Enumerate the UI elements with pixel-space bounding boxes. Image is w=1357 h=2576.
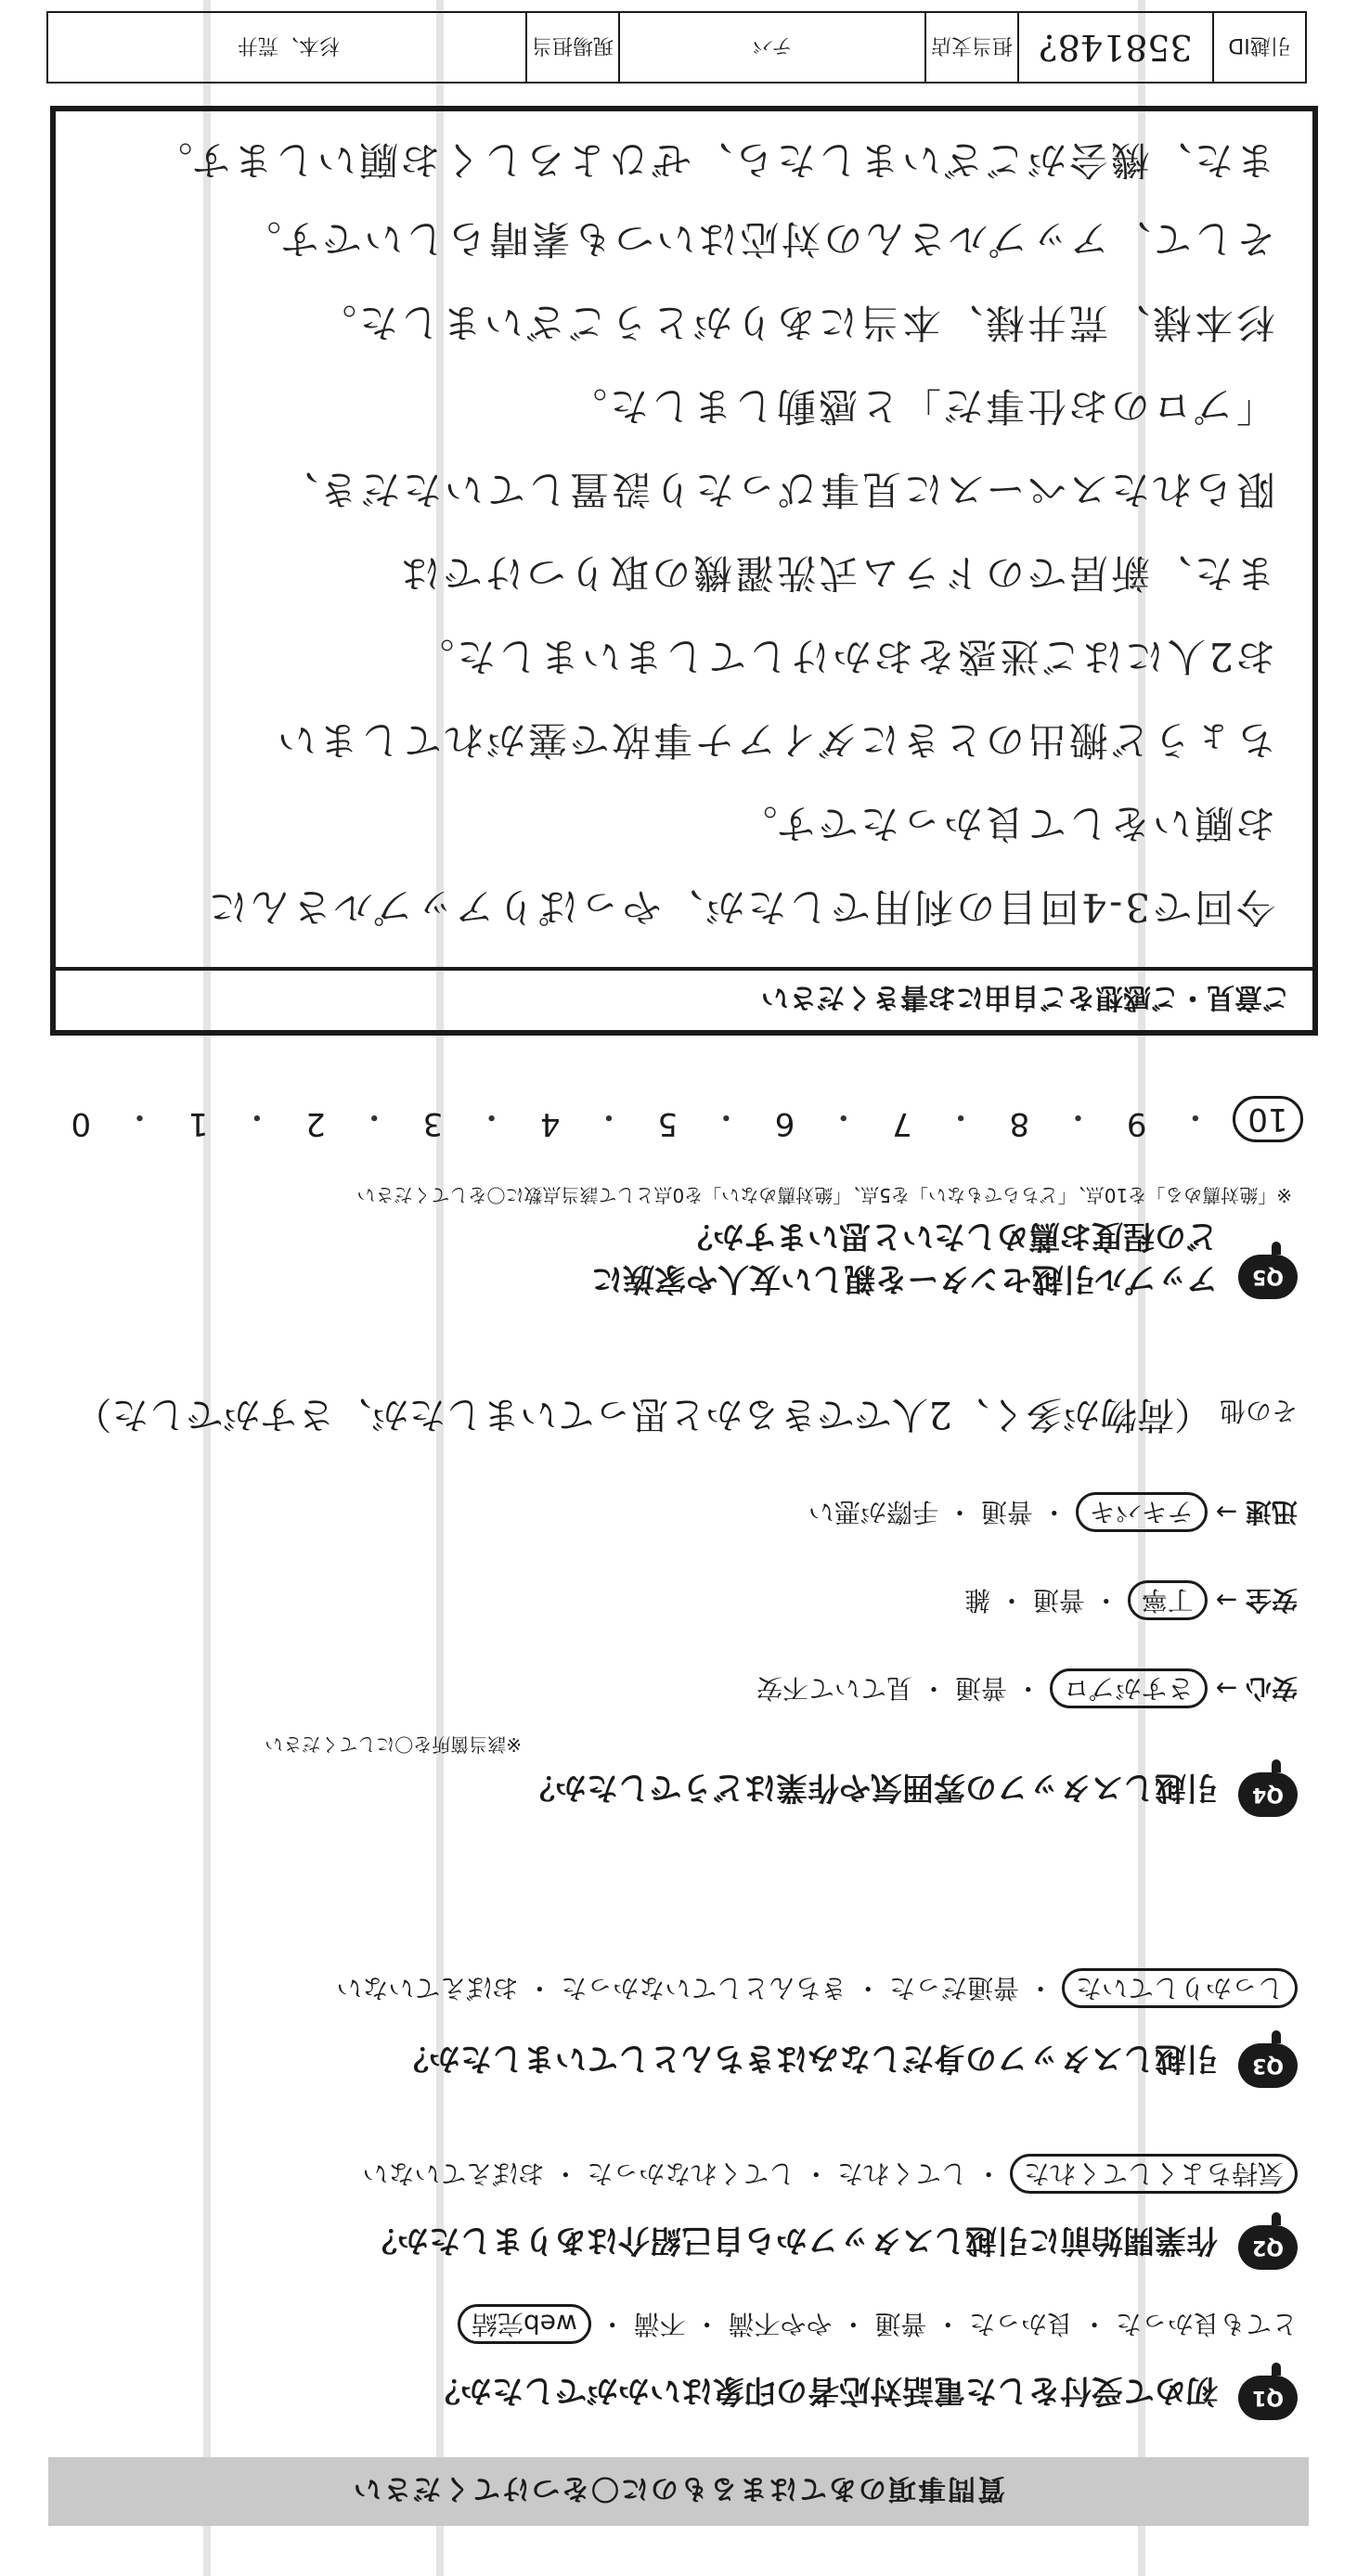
q4-row-label: 安全 — [1245, 1585, 1298, 1616]
q2-choice[interactable]: してくれた — [837, 2158, 968, 2189]
comment-line: 限られたスペースに見事ぴったり設置していただき、 — [276, 467, 1275, 512]
q3-icon: Q3 — [1238, 2043, 1298, 2088]
rating-option[interactable]: 5 — [657, 1105, 678, 1142]
q1-choice-selected[interactable]: web完結 — [458, 2304, 591, 2344]
q4-other — [74, 1391, 1298, 1444]
id-label: 引越ID — [1212, 13, 1305, 82]
comment-title: ご意見・ご感想をご自由にお書きください — [56, 967, 1312, 1030]
comment-line: 「プロのお仕事だ」と感動しました。 — [564, 383, 1275, 429]
q1-choice[interactable]: 普通 — [874, 2309, 927, 2339]
q4-choice[interactable]: 普通 — [1032, 1585, 1085, 1616]
q2-choices: 気持ちよくしてくれた ・ してくれた ・ してくれなかった ・ おぼえていない — [363, 2157, 1299, 2194]
q4-row-anzen: 安全 → 丁寧 ・ 普通 ・ 雑 — [964, 1583, 1298, 1620]
q2-icon: Q2 — [1238, 2225, 1298, 2270]
q1-choice[interactable]: やや不満 — [728, 2309, 833, 2339]
q1-choice[interactable]: とても良かった — [1115, 2309, 1298, 2339]
q3-choice-selected[interactable]: しっかりしていた — [1062, 1968, 1298, 2008]
q4-text: 引越しスタッフの雰囲気や作業はどうでしたか？ — [523, 1769, 1218, 1806]
instruction-header: 質問事項のあてはまるものに〇をつけてください — [48, 2457, 1309, 2526]
comment-line: また、機会がございましたら、ぜひよろしくお願いします。 — [150, 137, 1275, 183]
comment-line: そして、アップルさんの対応はいつも素晴らしいです。 — [239, 216, 1275, 262]
rating-option[interactable]: 8 — [1009, 1105, 1030, 1142]
q4-row-anshin: 安心 → さすがプロ ・ 普通 ・ 見ていて不安 — [756, 1671, 1298, 1708]
comment-line: お2人にはご迷惑をおかけしてしまいました。 — [412, 634, 1275, 679]
staff-label: 現場担当 — [525, 13, 618, 82]
q4-icon: Q4 — [1238, 1772, 1298, 1817]
comment-line: お願いをして良かったです。 — [735, 801, 1275, 846]
q3-text: 引越しスタッフの身だしなみはきちんとしていましたか？ — [397, 2040, 1218, 2077]
q5-text-2: どの程度お薦めしたいと思いますか？ — [681, 1217, 1218, 1255]
q5-rating-row: 10 ・ 9 ・ 8 ・ 7 ・ 6 ・ 5 ・ 4 ・ 3 ・ 2 ・ 1 ・ 0 — [59, 1096, 1303, 1142]
q5-text: アップル引越センターを親しい友人や家族に — [591, 1260, 1218, 1297]
q2-text: 作業開始前に引越しスタッフから自己紹介はありましたか？ — [366, 2222, 1218, 2259]
rating-option[interactable]: 6 — [774, 1105, 795, 1142]
q3-choice[interactable]: きちんとしていなかった — [561, 1973, 847, 2003]
branch-value[interactable]: テバ — [618, 13, 924, 82]
q2-choice[interactable]: おぼえていない — [362, 2158, 545, 2189]
q4-row-label: 迅速 — [1245, 1497, 1298, 1527]
q1-choice[interactable]: 不満 — [633, 2309, 686, 2339]
branch-label: 担当支店 — [924, 13, 1017, 82]
rating-option[interactable]: 1 — [187, 1105, 209, 1142]
q4-choice[interactable]: 普通 — [980, 1497, 1033, 1527]
rating-option[interactable]: 0 — [71, 1105, 92, 1142]
q4-note: ※該当箇所を〇にしてください — [265, 1733, 522, 1756]
q3-choice[interactable]: 普通だった — [889, 1973, 1020, 2003]
comment-box[interactable] — [50, 106, 1318, 1036]
q4-choice-selected[interactable]: さすがプロ — [1050, 1668, 1208, 1708]
q1-icon: Q1 — [1238, 2376, 1298, 2420]
id-value[interactable]: 358148? — [1017, 13, 1212, 82]
q4-choice[interactable]: 雑 — [964, 1585, 991, 1616]
rating-option-selected[interactable]: 10 — [1233, 1096, 1303, 1142]
q4-choice[interactable]: 普通 — [954, 1673, 1007, 1704]
rating-option[interactable]: 3 — [422, 1105, 444, 1142]
q4-other-label: その他 — [1219, 1396, 1298, 1426]
q1-text: 初めて受付をした電話対応者の印象はいかがでしたか？ — [429, 2372, 1218, 2409]
q4-choice-selected[interactable]: テキパキ — [1076, 1492, 1208, 1532]
staff-value[interactable]: 杉本、荒井 — [238, 33, 341, 58]
rating-option[interactable]: 4 — [539, 1105, 561, 1142]
q2-choice[interactable]: してくれなかった — [587, 2158, 795, 2189]
rating-option[interactable]: 2 — [305, 1105, 326, 1142]
comment-line: また、新居でのドラム式洗濯機の取りつけでは — [398, 550, 1275, 596]
comment-line: 杉本様、荒井様、本当にありがとうございました。 — [314, 300, 1275, 345]
q2-choice-selected[interactable]: 気持ちよくしてくれた — [1010, 2154, 1298, 2194]
q4-choice[interactable]: 手際が悪い — [808, 1497, 939, 1527]
comment-line: ちょうど搬出のときにダイアナ事故で塞がれてしまい — [275, 717, 1275, 763]
rating-option[interactable]: 9 — [1126, 1105, 1147, 1142]
q3-choice[interactable]: おぼえていない — [336, 1973, 519, 2003]
q3-choices: しっかりしていた ・ 普通だった ・ きちんとしていなかった ・ おぼえていない — [337, 1971, 1299, 2008]
q1-choices: とても良かった ・ 良かった ・ 普通 ・ やや不満 ・ 不満 ・ web完結 — [458, 2307, 1298, 2344]
rating-option[interactable]: 7 — [892, 1105, 912, 1142]
q4-row-jinsoku: 迅速 → テキパキ ・ 普通 ・ 手際が悪い — [808, 1495, 1298, 1532]
q4-row-label: 安心 — [1245, 1673, 1298, 1704]
q4-other-text[interactable]: （荷物が多く、2人でできるかと思っていましたが、さすがでした） — [74, 1393, 1212, 1436]
comment-line: 今回で3-4回目の利用でしたが、やっぱりアップルさんに — [205, 884, 1275, 930]
q4-choice[interactable]: 見ていて不安 — [756, 1673, 913, 1704]
q5-icon: Q5 — [1238, 1255, 1298, 1299]
footer-table — [46, 11, 1307, 84]
q5-note: ※「絶対薦める」を10点、「どちらでもない」を5点、「絶対薦めない」を0点として該当点数に〇をしてください — [356, 1184, 1292, 1206]
q4-choice-selected[interactable]: 丁寧 — [1128, 1580, 1208, 1620]
q1-choice[interactable]: 良かった — [969, 2309, 1074, 2339]
